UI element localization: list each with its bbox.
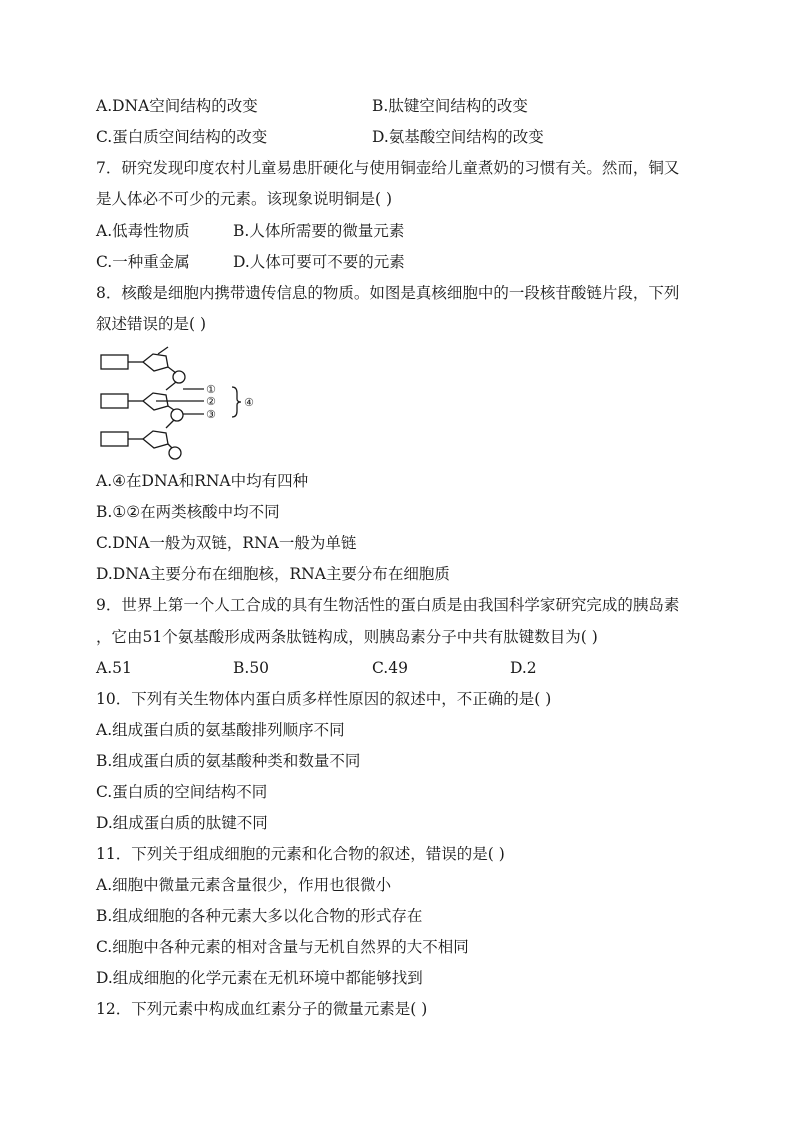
q10-option-a: A.组成蛋白质的氨基酸排列顺序不同	[96, 721, 345, 739]
q10-option-c: C.蛋白质的空间结构不同	[96, 783, 268, 801]
q8-stem-line-1: 8．核酸是细胞内携带遗传信息的物质。如图是真核细胞中的一段核苷酸链片段，下列	[96, 284, 680, 302]
nucleotide-chain-diagram	[96, 345, 276, 465]
q9-option-c: C.49	[372, 659, 408, 677]
q7-option-c: C.一种重金属	[96, 253, 190, 271]
q7-stem-line-1: 7．研究发现印度农村儿童易患肝硬化与使用铜壶给儿童煮奶的习惯有关。然而，铜又	[96, 159, 680, 177]
q9-option-b: B.50	[233, 659, 270, 677]
q6-option-d: D.氨基酸空间结构的改变	[372, 128, 544, 146]
pentose-1	[143, 354, 168, 371]
base-rect-1	[101, 355, 128, 369]
pentose-3	[143, 431, 168, 448]
q8-stem-line-2: 叙述错误的是( )	[96, 315, 207, 333]
q7-option-d: D.人体可要可不要的元素	[233, 253, 405, 271]
q6-option-b: B.肽键空间结构的改变	[372, 97, 528, 115]
q9-stem-line-2: ，它由51个氨基酸形成两条肽链构成，则胰岛素分子中共有肽键数目为( )	[96, 628, 598, 646]
q10-stem: 10．下列有关生物体内蛋白质多样性原因的叙述中，不正确的是( )	[96, 690, 552, 708]
q8-option-b: B.①②在两类核酸中均不同	[96, 503, 280, 521]
brace-4	[232, 387, 241, 417]
q12-stem: 12．下列元素中构成血红素分子的微量元素是( )	[96, 1000, 428, 1018]
q11-stem: 11．下列关于组成细胞的元素和化合物的叙述，错误的是( )	[96, 845, 505, 863]
q11-option-b: B.组成细胞的各种元素大多以化合物的形式存在	[96, 907, 423, 925]
q8-option-a: A.④在DNA和RNA中均有四种	[96, 472, 309, 490]
q7-option-a: A.低毒性物质	[96, 222, 190, 240]
q6-option-a: A.DNA空间结构的改变	[96, 97, 258, 115]
phosphate-3	[169, 447, 181, 459]
q9-option-a: A.51	[96, 659, 132, 677]
q8-option-d: D.DNA主要分布在细胞核，RNA主要分布在细胞质	[96, 565, 450, 583]
q10-option-b: B.组成蛋白质的氨基酸种类和数量不同	[96, 752, 361, 770]
label-3: ③	[206, 408, 216, 421]
q11-option-d: D.组成细胞的化学元素在无机环境中都能够找到	[96, 969, 423, 987]
label-2: ②	[206, 395, 216, 408]
q6-option-c: C.蛋白质空间结构的改变	[96, 128, 268, 146]
phosphate-1	[173, 371, 185, 383]
q7-stem-line-2: 是人体必不可少的元素。该现象说明铜是( )	[96, 190, 393, 208]
q9-stem-line-1: 9．世界上第一个人工合成的具有生物活性的蛋白质是由我国科学家研究完成的胰岛素	[96, 596, 680, 614]
phosphate-2	[171, 409, 183, 421]
label-4: ④	[244, 396, 254, 409]
base-rect-3	[101, 432, 128, 446]
q10-option-d: D.组成蛋白质的肽键不同	[96, 814, 268, 832]
q11-option-c: C.细胞中各种元素的相对含量与无机自然界的大不相同	[96, 938, 469, 956]
base-rect-2	[101, 394, 128, 408]
q11-option-a: A.细胞中微量元素含量很少，作用也很微小	[96, 876, 392, 894]
q9-option-d: D.2	[510, 659, 537, 677]
label-1: ①	[206, 383, 216, 396]
q7-option-b: B.人体所需要的微量元素	[233, 222, 405, 240]
q8-option-c: C.DNA一般为双链，RNA一般为单链	[96, 534, 357, 552]
